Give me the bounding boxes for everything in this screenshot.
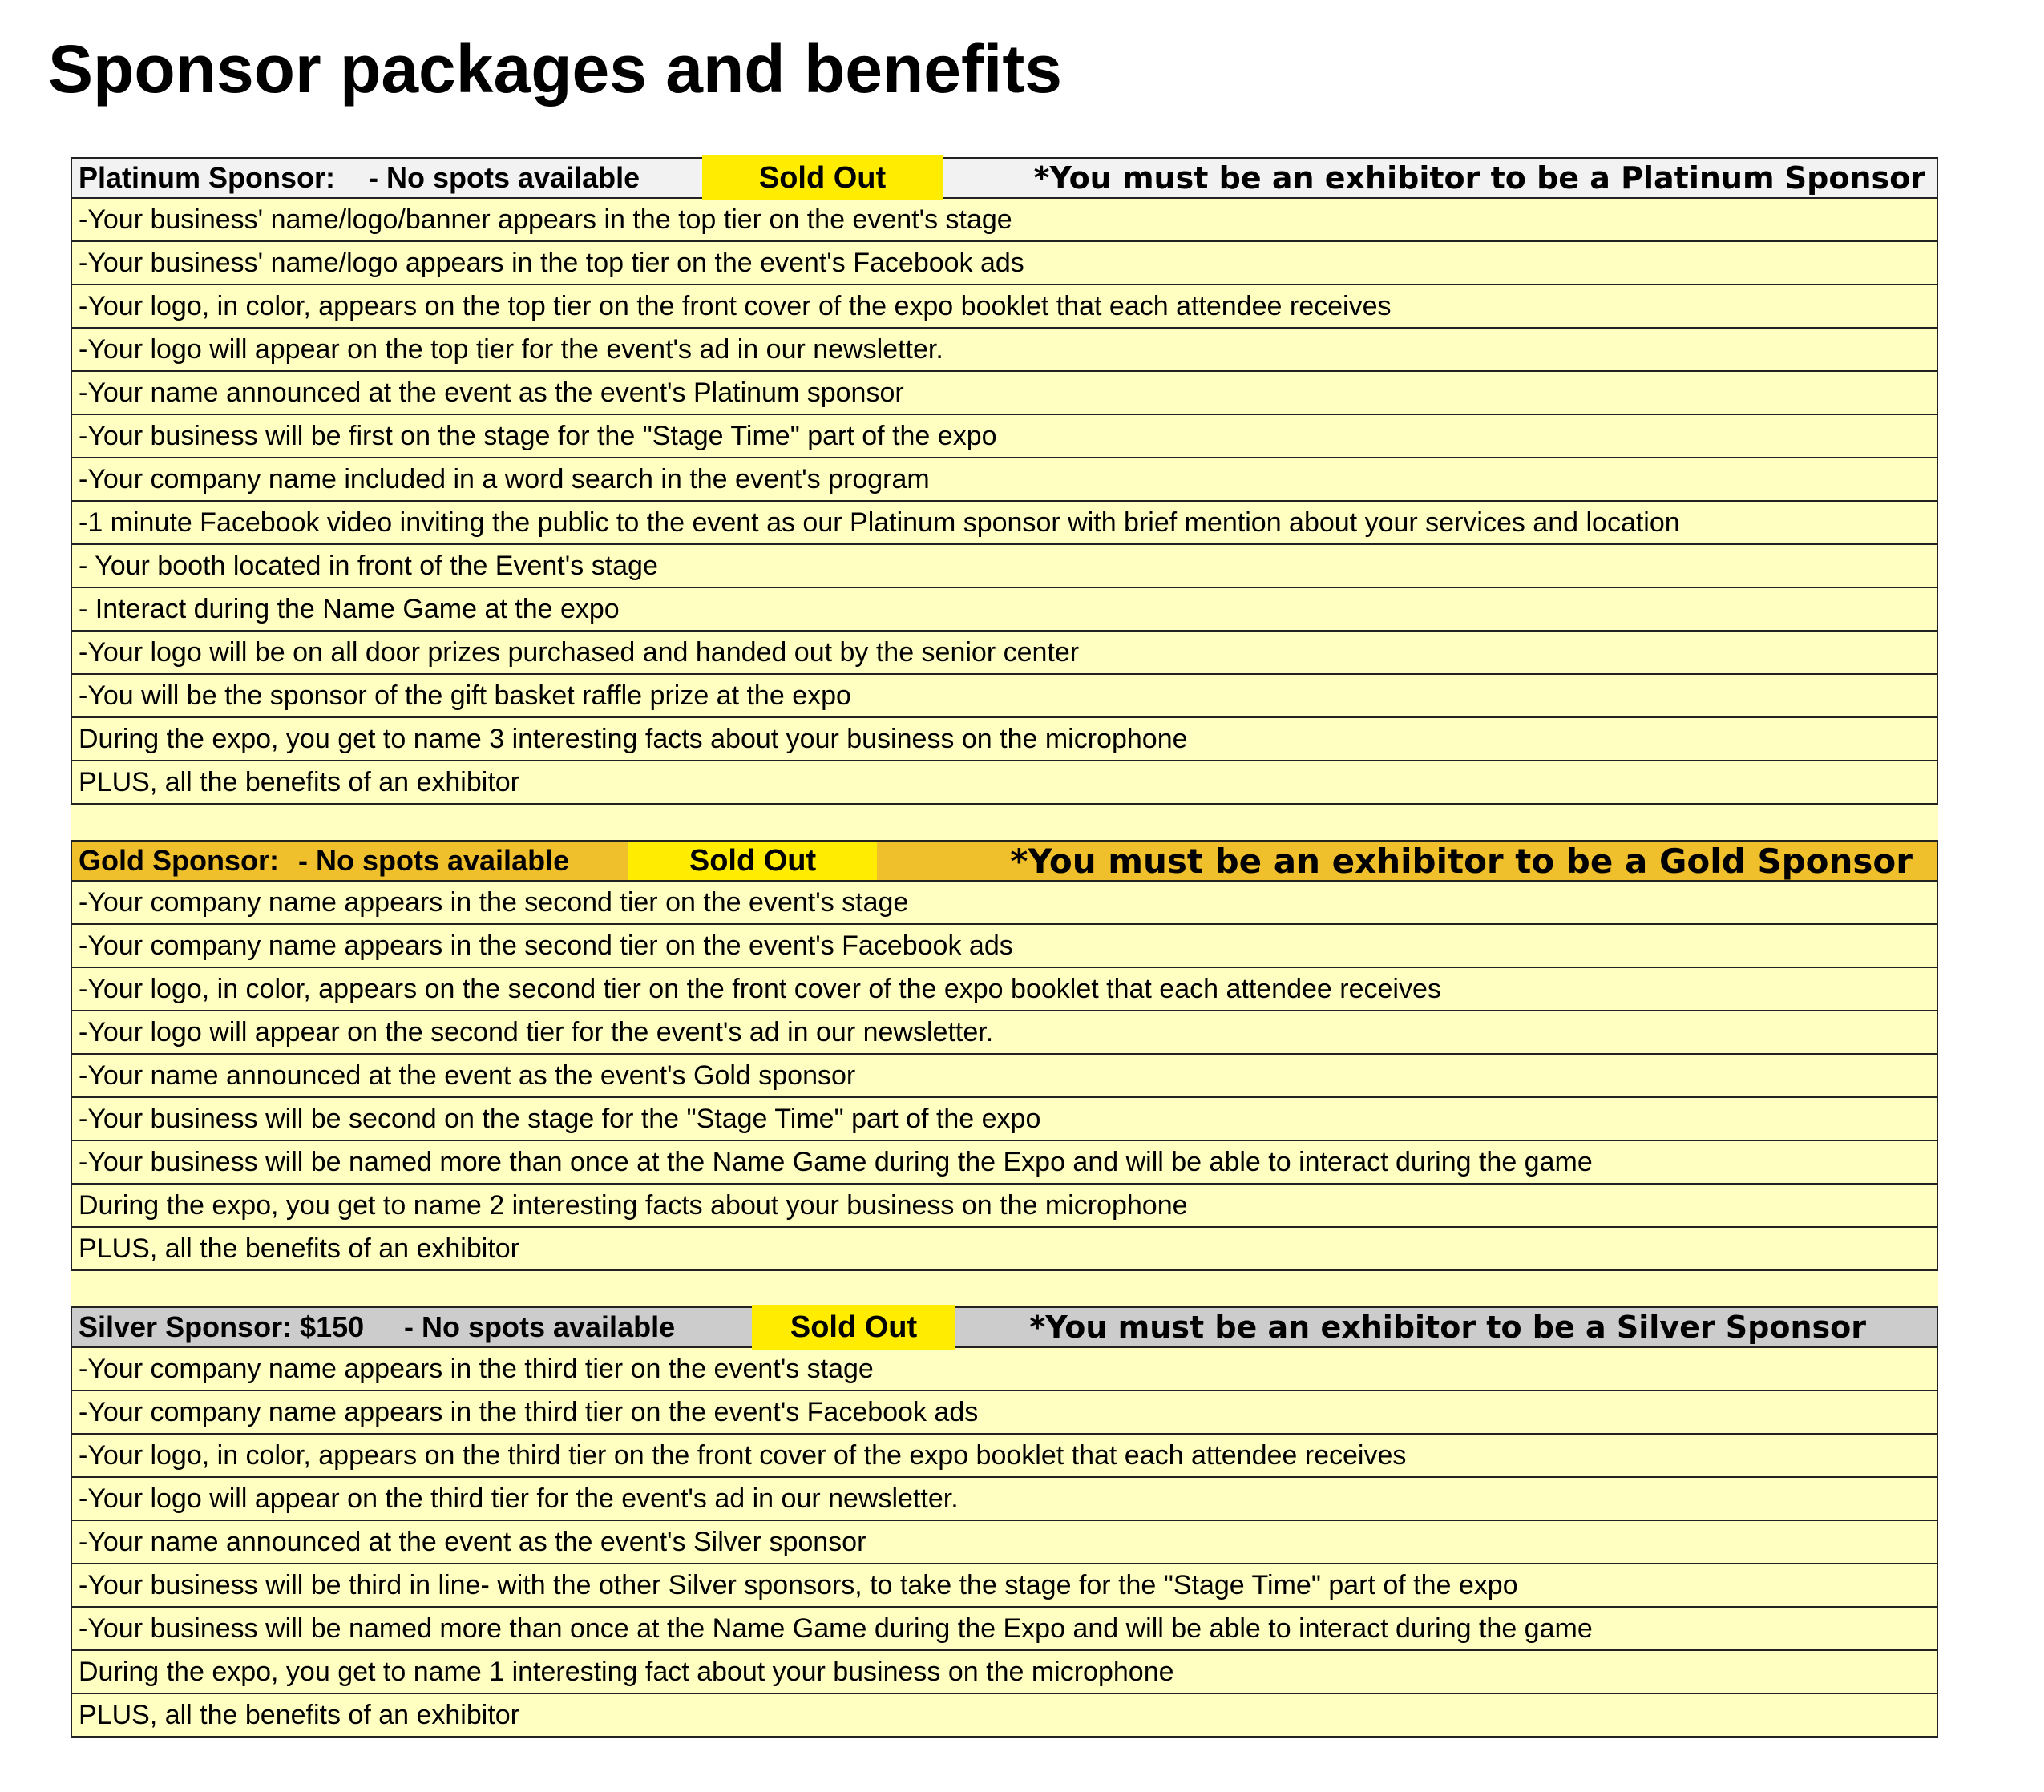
gold-header: [71, 840, 1938, 882]
gold-availability: - No spots available: [298, 844, 570, 877]
benefit-row: -Your logo will be on all door prizes purchased and handed out by the senior center: [71, 632, 1938, 675]
benefit-row: -Your business will be named more than once at the Name Game during the Expo and will be able to interact during the game: [71, 1141, 1938, 1185]
silver-exhibitor-note: *You must be an exhibitor to be a Silver Sponsor: [1029, 1310, 1866, 1345]
section-spacer: [71, 805, 1938, 840]
benefit-row: -Your logo will appear on the second tier for the event's ad in our newsletter.: [71, 1011, 1938, 1055]
benefit-row: During the expo, you get to name 1 interesting fact about your business on the microphone: [71, 1651, 1938, 1694]
platinum-benefits-list: [71, 199, 1938, 805]
gold-sold-out-badge: Sold Out: [628, 842, 877, 880]
gold-sponsor-section: [71, 840, 1938, 1271]
silver-availability: - No spots available: [404, 1310, 676, 1343]
benefit-row: -Your name announced at the event as the event's Platinum sponsor: [71, 372, 1938, 415]
silver-sponsor-name: Silver Sponsor: $150: [79, 1310, 365, 1343]
benefit-row: -Your name announced at the event as the event's Gold sponsor: [71, 1055, 1938, 1098]
benefit-row: -Your business will be first on the stage for the "Stage Time" part of the expo: [71, 415, 1938, 458]
gold-exhibitor-note: *You must be an exhibitor to be a Gold Sponsor: [1010, 841, 1913, 881]
gold-sponsor-name: Gold Sponsor:: [79, 844, 279, 877]
benefit-row: -1 minute Facebook video inviting the public to the event as our Platinum sponsor with brief mention about your services and location: [71, 502, 1938, 545]
benefit-row: -Your name announced at the event as the event's Silver sponsor: [71, 1521, 1938, 1564]
benefit-row: During the expo, you get to name 3 interesting facts about your business on the microphone: [71, 718, 1938, 761]
benefit-row: - Interact during the Name Game at the expo: [71, 588, 1938, 632]
benefit-row: -Your company name appears in the second tier on the event's stage: [71, 882, 1938, 925]
benefit-row: -Your business' name/logo/banner appears in the top tier on the event's stage: [71, 199, 1938, 242]
benefit-row: -You will be the sponsor of the gift basket raffle prize at the expo: [71, 675, 1938, 718]
benefit-row: -Your logo will appear on the third tier for the event's ad in our newsletter.: [71, 1478, 1938, 1521]
benefit-row: -Your logo, in color, appears on the third tier on the front cover of the expo booklet that each attendee receives: [71, 1435, 1938, 1478]
benefit-row: -Your logo will appear on the top tier for the event's ad in our newsletter.: [71, 329, 1938, 372]
silver-benefits-list: [71, 1348, 1938, 1738]
silver-sold-out-badge: Sold Out: [752, 1305, 955, 1350]
benefit-row: -Your logo, in color, appears on the second tier on the front cover of the expo booklet that each attendee receives: [71, 968, 1938, 1011]
benefit-row: -Your logo, in color, appears on the top tier on the front cover of the expo booklet that each attendee receives: [71, 285, 1938, 329]
benefit-row: -Your business' name/logo appears in the top tier on the event's Facebook ads: [71, 242, 1938, 285]
benefit-row: -Your company name appears in the third tier on the event's Facebook ads: [71, 1391, 1938, 1435]
benefit-row: PLUS, all the benefits of an exhibitor: [71, 1228, 1938, 1271]
benefit-row: -Your business will be named more than once at the Name Game during the Expo and will be able to interact during the game: [71, 1608, 1938, 1651]
benefit-row: -Your company name appears in the third tier on the event's stage: [71, 1348, 1938, 1391]
section-spacer: [71, 1271, 1938, 1306]
benefit-row: PLUS, all the benefits of an exhibitor: [71, 1694, 1938, 1738]
benefit-row: -Your business will be second on the stage for the "Stage Time" part of the expo: [71, 1098, 1938, 1141]
benefit-row: During the expo, you get to name 2 interesting facts about your business on the microphone: [71, 1185, 1938, 1228]
page-title: Sponsor packages and benefits: [48, 31, 1063, 107]
benefit-row: -Your company name appears in the second tier on the event's Facebook ads: [71, 925, 1938, 968]
platinum-header: [71, 157, 1938, 199]
benefit-row: -Your company name included in a word search in the event's program: [71, 458, 1938, 502]
benefit-row: -Your business will be third in line- with the other Silver sponsors, to take the stage for the "Stage Time" part of the expo: [71, 1564, 1938, 1608]
platinum-exhibitor-note: *You must be an exhibitor to be a Platinum Sponsor: [1033, 160, 1925, 196]
platinum-sponsor-name: Platinum Sponsor:: [79, 161, 336, 194]
silver-sponsor-section: [71, 1306, 1938, 1738]
platinum-availability: - No spots available: [369, 161, 640, 194]
platinum-sponsor-section: [71, 157, 1938, 805]
gold-benefits-list: [71, 882, 1938, 1271]
benefit-row: PLUS, all the benefits of an exhibitor: [71, 761, 1938, 805]
benefit-row: - Your booth located in front of the Event's stage: [71, 545, 1938, 588]
platinum-sold-out-badge: Sold Out: [702, 155, 943, 200]
silver-header: [71, 1306, 1938, 1348]
